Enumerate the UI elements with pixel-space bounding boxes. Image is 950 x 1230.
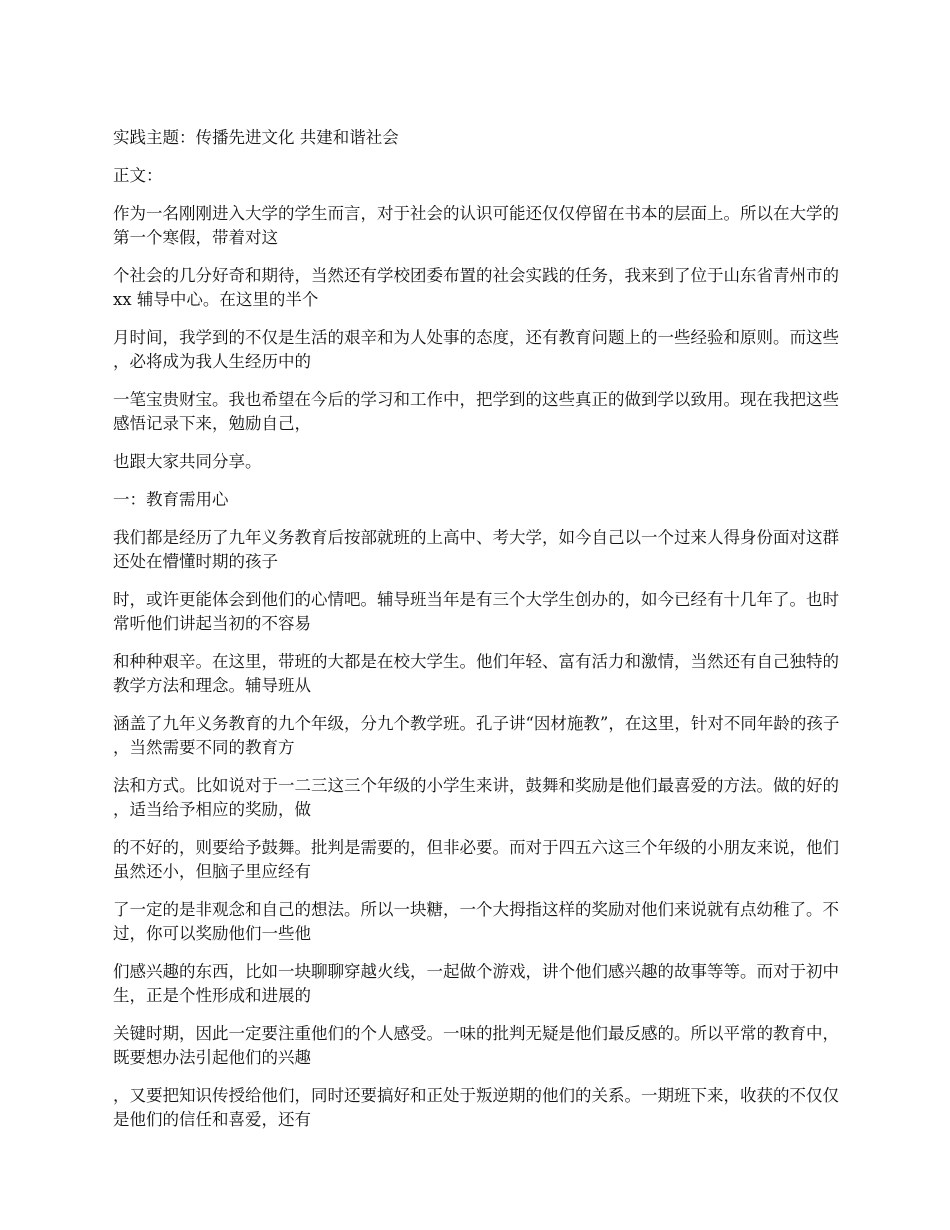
body-paragraph: 个社会的几分好奇和期待，当然还有学校团委布置的社会实践的任务，我来到了位于山东省青州市的 xx 辅导中心。在这里的半个 — [113, 266, 839, 309]
body-paragraph: 一笔宝贵财宝。我也希望在今后的学习和工作中，把学到的这些真正的做到学以致用。现在我把这些感悟记录下来，勉励自己， — [113, 390, 839, 433]
body-paragraph: 和种种艰辛。在这里，带班的大都是在校大学生。他们年轻、富有活力和激情，当然还有自己独特的教学方法和理念。辅导班从 — [113, 652, 839, 695]
body-paragraph: 作为一名刚刚进入大学的学生而言，对于社会的认识可能还仅仅停留在书本的层面上。所以在大学的第一个寒假，带着对这 — [113, 204, 839, 247]
body-label: 正文： — [113, 166, 163, 185]
document-body — [113, 126, 841, 1146]
body-paragraph: 了一定的是非观念和自己的想法。所以一块糖，一个大拇指这样的奖励对他们来说就有点幼稚了。不过，你可以奖励他们一些他 — [113, 900, 839, 943]
body-paragraph: 时，或许更能体会到他们的心情吧。辅导班当年是有三个大学生创办的，如今已经有十几年了。也时常听他们讲起当初的不容易 — [113, 590, 839, 633]
body-paragraph: 的不好的，则要给予鼓舞。批判是需要的，但非必要。而对于四五六这三个年级的小朋友来说，他们虽然还小，但脑子里应经有 — [113, 838, 839, 881]
body-paragraph: 法和方式。比如说对于一二三这三个年级的小学生来讲，鼓舞和奖励是他们最喜爱的方法。做的好的，适当给予相应的奖励，做 — [113, 776, 839, 819]
practice-theme: 实践主题：传播先进文化 共建和谐社会 — [113, 128, 399, 147]
section-heading: 一：教育需用心 — [113, 490, 229, 509]
body-paragraph: ，又要把知识传授给他们，同时还要搞好和正处于叛逆期的他们的关系。一期班下来，收获的不仅仅是他们的信任和喜爱，还有 — [113, 1086, 839, 1129]
body-paragraph: 关键时期，因此一定要注重他们的个人感受。一味的批判无疑是他们最反感的。所以平常的教育中，既要想办法引起他们的兴趣 — [113, 1024, 839, 1067]
body-paragraph: 涵盖了九年义务教育的九个年级，分九个教学班。孔子讲“因材施教”，在这里，针对不同年龄的孩子，当然需要不同的教育方 — [113, 714, 840, 757]
body-paragraph: 我们都是经历了九年义务教育后按部就班的上高中、考大学，如今自己以一个过来人得身份面对这群还处在懵懂时期的孩子 — [113, 528, 839, 571]
body-paragraph: 也跟大家共同分享。 — [113, 452, 262, 471]
body-paragraph: 们感兴趣的东西，比如一块聊聊穿越火线，一起做个游戏，讲个他们感兴趣的故事等等。而对于初中生，正是个性形成和进展的 — [113, 962, 839, 1005]
body-paragraph: 月时间，我学到的不仅是生活的艰辛和为人处事的态度，还有教育问题上的一些经验和原则。而这些，必将成为我人生经历中的 — [113, 328, 839, 371]
